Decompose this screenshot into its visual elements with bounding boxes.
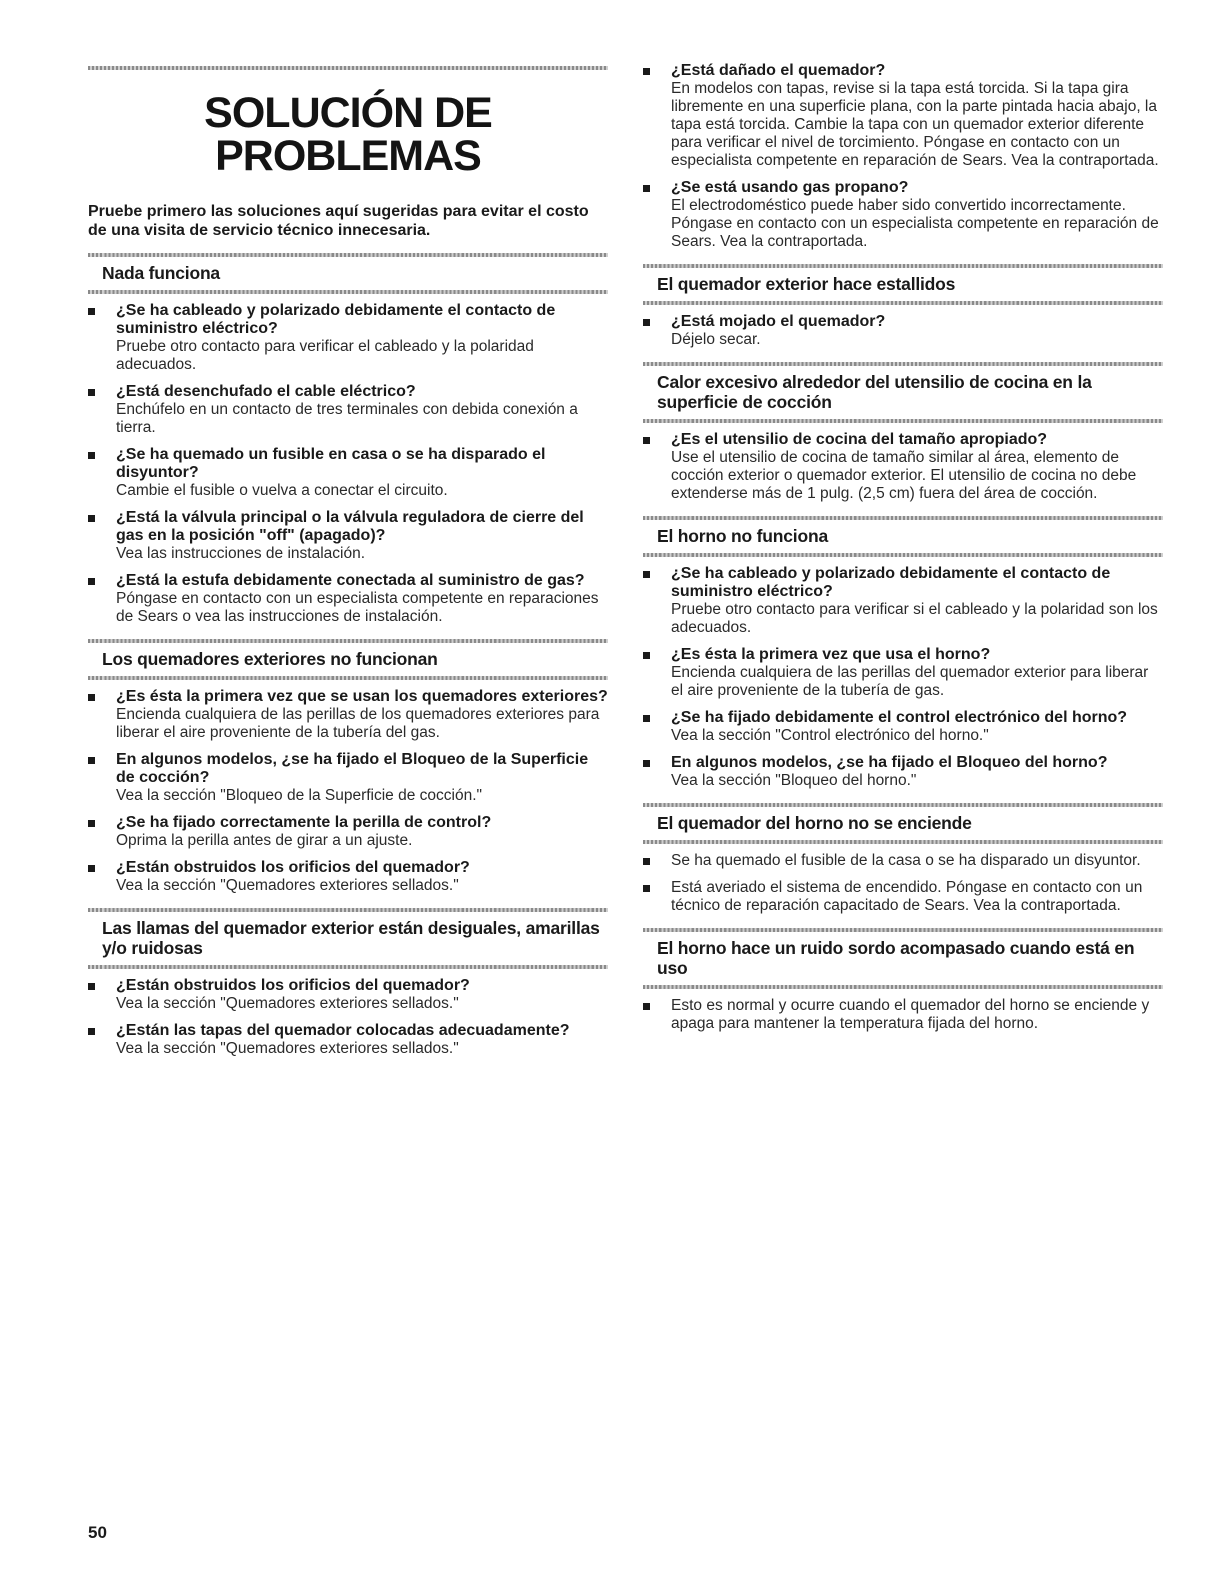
bullet-square-icon [643, 1003, 650, 1010]
item-answer: Vea la sección "Quemadores exteriores sellados." [116, 1040, 459, 1057]
bullet-square-icon [643, 885, 650, 892]
bullet-square-icon [643, 571, 650, 578]
troubleshoot-item [88, 751, 608, 805]
item-text: Se ha quemado el fusible de la casa o se ha disparado un disyuntor. [671, 852, 1141, 869]
section-items [643, 313, 1163, 349]
troubleshoot-item [643, 431, 1163, 503]
troubleshoot-item [643, 62, 1163, 170]
bullet-square-icon [643, 652, 650, 659]
item-question: En algunos modelos, ¿se ha fijado el Bloqueo del horno? [671, 754, 1108, 771]
section-heading: El quemador exterior hace estallidos [657, 274, 956, 294]
section-items [88, 688, 608, 895]
intro-text: Pruebe primero las soluciones aquí sugeridas para evitar el costo de una visita de servicio técnico innecesaria. [88, 203, 589, 239]
section-nada-funciona [88, 253, 608, 626]
section-los-quemadores-exteriores-no-funcionan [88, 639, 608, 895]
item-question: ¿Está la estufa debidamente conectada al suministro de gas? [116, 572, 585, 589]
item-answer: Vea la sección "Quemadores exteriores sellados." [116, 995, 459, 1012]
item-question: ¿Se está usando gas propano? [671, 179, 909, 196]
troubleshoot-item [88, 688, 608, 742]
item-answer: Vea la sección "Bloqueo de la Superficie de cocción." [116, 787, 483, 804]
section-items [643, 565, 1163, 790]
troubleshoot-item [643, 754, 1163, 790]
section-el-quemador-del-horno-no-se-enciende [643, 803, 1163, 915]
section-calor-excesivo-alrededor-del-utensilio-d [643, 362, 1163, 503]
section-las-llamas-del-quemador-exterior-estan-d [88, 908, 608, 1058]
item-question: ¿Se ha cableado y polarizado debidamente el contacto de suministro eléctrico? [116, 302, 556, 337]
troubleshoot-item [88, 446, 608, 500]
troubleshoot-item [88, 859, 608, 895]
item-question: ¿Están obstruidos los orificios del quemador? [116, 977, 470, 994]
troubleshoot-item [88, 509, 608, 563]
bullet-square-icon [643, 760, 650, 767]
section-heading: El horno no funciona [657, 526, 828, 546]
item-answer: Póngase en contacto con un especialista competente en reparaciones de Sears o vea las instrucciones de instalación. [116, 590, 599, 625]
item-question: En algunos modelos, ¿se ha fijado el Bloqueo de la Superficie de cocción? [116, 751, 589, 786]
section-items [643, 431, 1163, 503]
item-answer: Cambie el fusible o vuelva a conectar el circuito. [116, 482, 448, 499]
item-answer: Encienda cualquiera de las perillas de los quemadores exteriores para liberar el aire proveniente de la tubería del gas. [116, 706, 600, 741]
item-question: ¿Están obstruidos los orificios del quemador? [116, 859, 470, 876]
bullet-square-icon [643, 715, 650, 722]
page-number: 50 [88, 1523, 107, 1542]
item-question: ¿Es ésta la primera vez que se usan los quemadores exteriores? [116, 688, 608, 705]
section-heading: Los quemadores exteriores no funcionan [102, 649, 438, 669]
item-question: ¿Está desenchufado el cable eléctrico? [116, 383, 416, 400]
bullet-square-icon [88, 1028, 95, 1035]
item-question: ¿Es el utensilio de cocina del tamaño apropiado? [671, 431, 1048, 448]
left-sections [88, 253, 608, 1058]
bullet-square-icon [88, 452, 95, 459]
right-column [643, 0, 1163, 1042]
right-sections [643, 264, 1163, 1033]
troubleshoot-item [88, 383, 608, 437]
troubleshoot-item [643, 997, 1163, 1033]
troubleshoot-item [643, 879, 1163, 915]
item-answer: Pruebe otro contacto para verificar el cableado y la polaridad adecuados. [116, 338, 534, 373]
troubleshoot-item [88, 814, 608, 850]
troubleshoot-item [88, 572, 608, 626]
section-heading: Calor excesivo alrededor del utensilio de cocina en la superficie de cocción [657, 372, 1092, 412]
bullet-square-icon [88, 820, 95, 827]
section-items [88, 977, 608, 1058]
bullet-square-icon [88, 389, 95, 396]
item-text: Esto es normal y ocurre cuando el quemador del horno se enciende y apaga para mantener la temperatura fijada del horno. [671, 997, 1150, 1032]
title-line-1: SOLUCIÓN DE [204, 89, 492, 137]
troubleshoot-item [643, 565, 1163, 637]
item-question: ¿Se ha fijado correctamente la perilla de control? [116, 814, 492, 831]
item-question: ¿Es ésta la primera vez que usa el horno? [671, 646, 991, 663]
item-answer: Vea la sección "Quemadores exteriores sellados." [116, 877, 459, 894]
item-question: ¿Está mojado el quemador? [671, 313, 886, 330]
troubleshoot-item [643, 313, 1163, 349]
section-el-quemador-exterior-hace-estallidos [643, 264, 1163, 349]
bullet-square-icon [643, 319, 650, 326]
item-answer: Vea la sección "Control electrónico del horno." [671, 727, 989, 744]
item-answer: Déjelo secar. [671, 331, 761, 348]
item-question: ¿Está la válvula principal o la válvula reguladora de cierre del gas en la posición "off" (apagado)? [116, 509, 584, 544]
item-answer: Oprima la perilla antes de girar a un ajuste. [116, 832, 413, 849]
title-line-2: PROBLEMAS [215, 132, 481, 180]
item-question: ¿Se ha fijado debidamente el control electrónico del horno? [671, 709, 1128, 726]
bullet-square-icon [88, 757, 95, 764]
item-answer: Encienda cualquiera de las perillas del quemador exterior para liberar el aire proveniente de la tubería de gas. [671, 664, 1149, 699]
item-question: ¿Están las tapas del quemador colocadas adecuadamente? [116, 1022, 570, 1039]
item-answer: Pruebe otro contacto para verificar si el cableado y la polaridad son los adecuados. [671, 601, 1158, 636]
item-answer: Enchúfelo en un contacto de tres terminales con debida conexión a tierra. [116, 401, 578, 436]
bullet-square-icon [643, 437, 650, 444]
section-heading: El horno hace un ruido sordo acompasado cuando está en uso [657, 938, 1135, 978]
bullet-square-icon [88, 308, 95, 315]
bullet-square-icon [88, 578, 95, 585]
troubleshoot-item [643, 179, 1163, 251]
section-heading: Nada funciona [102, 263, 220, 283]
section-el-horno-no-funciona [643, 516, 1163, 790]
troubleshoot-item [643, 852, 1163, 870]
troubleshoot-item [88, 1022, 608, 1058]
item-answer: Vea las instrucciones de instalación. [116, 545, 366, 562]
section-el-horno-hace-un-ruido-sordo-acompasado- [643, 928, 1163, 1033]
item-text: Está averiado el sistema de encendido. Póngase en contacto con un técnico de reparación capacitado de Sears. Vea la contraportada. [671, 879, 1143, 914]
item-answer: Vea la sección "Bloqueo del horno." [671, 772, 917, 789]
bullet-square-icon [88, 983, 95, 990]
section-items [643, 852, 1163, 915]
bullet-square-icon [88, 515, 95, 522]
item-answer: El electrodoméstico puede haber sido convertido incorrectamente. Póngase en contacto con un especialista competente en reparación de Sears. Vea la contraportada. [671, 197, 1159, 250]
item-question: ¿Se ha cableado y polarizado debidamente el contacto de suministro eléctrico? [671, 565, 1111, 600]
item-question: ¿Se ha quemado un fusible en casa o se ha disparado el disyuntor? [116, 446, 546, 481]
bullet-square-icon [88, 694, 95, 701]
bullet-square-icon [643, 68, 650, 75]
section-heading: Las llamas del quemador exterior están desiguales, amarillas y/o ruidosas [102, 918, 600, 958]
troubleshoot-item [643, 709, 1163, 745]
section-items [88, 302, 608, 626]
troubleshoot-item [88, 302, 608, 374]
bullet-square-icon [643, 858, 650, 865]
troubleshoot-item [643, 646, 1163, 700]
page-title [88, 89, 608, 180]
item-answer: En modelos con tapas, revise si la tapa está torcida. Si la tapa gira libremente en una superficie plana, con la parte pintada hacia abajo, la tapa está torcida. Cambie la tapa con un quemador exterior diferente para verificar el nivel de torcimiento. Póngase en contacto con un especialista competente en reparación de Sears. Vea la contraportada. [671, 80, 1159, 169]
item-answer: Use el utensilio de cocina de tamaño similar al área, elemento de cocción exterior o quemador exterior. El utensilio de cocina no debe extenderse más de 1 pulg. (2,5 cm) fuera del área de cocción. [671, 449, 1137, 502]
top-rule [88, 66, 608, 70]
troubleshoot-item [88, 977, 608, 1013]
left-column [88, 0, 608, 1067]
bullet-square-icon [643, 185, 650, 192]
right-top-items [643, 62, 1163, 251]
item-question: ¿Está dañado el quemador? [671, 62, 886, 79]
section-heading: El quemador del horno no se enciende [657, 813, 972, 833]
section-items [643, 997, 1163, 1033]
bullet-square-icon [88, 865, 95, 872]
